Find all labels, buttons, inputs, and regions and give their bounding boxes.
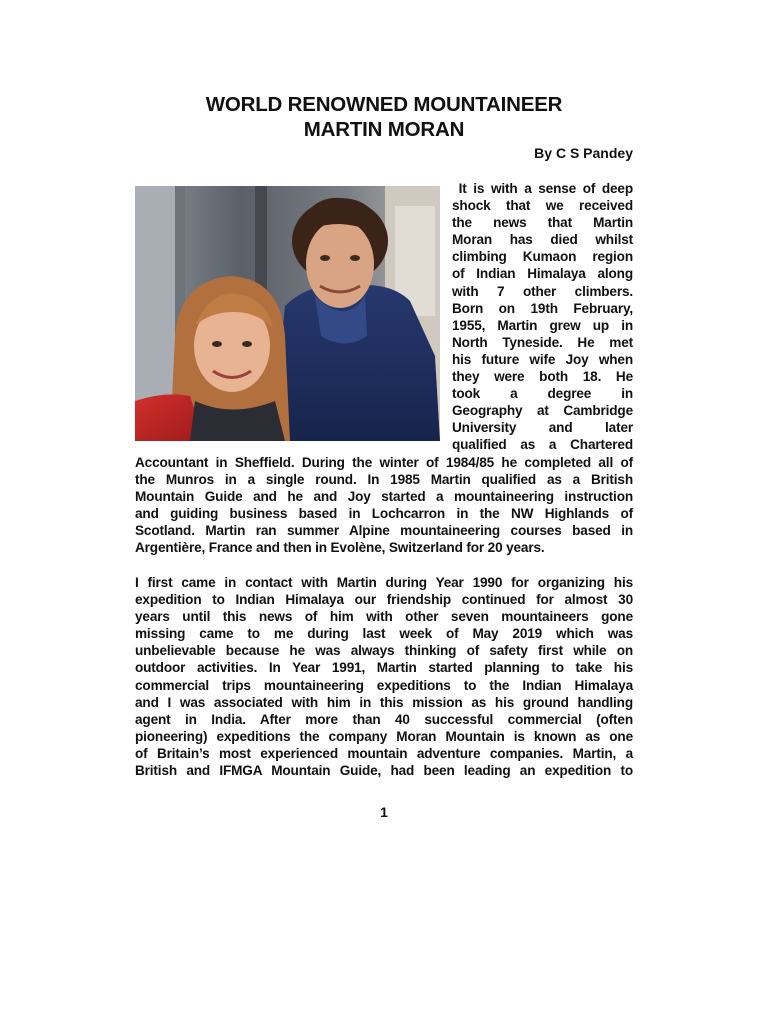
column-line: with 7 other climbers. xyxy=(452,283,633,299)
paragraph-line: I first came in contact with Martin during Year 1990 for organizing his xyxy=(135,575,633,590)
column-line: 1955, Martin grew up in xyxy=(452,317,633,333)
column-line: of Indian Himalaya along xyxy=(452,266,633,282)
paragraph-1 xyxy=(135,454,633,557)
column-line: they were both 18. He xyxy=(452,369,633,385)
column-line: North Tyneside. He met xyxy=(452,334,633,350)
paragraph-line: pioneering) expeditions the company Moran Mountain is known as one xyxy=(135,728,633,744)
title-line-2: MARTIN MORAN xyxy=(303,118,465,141)
paragraph-line: years until this news of him with other seven mountaineers gone xyxy=(135,609,633,625)
couple-photo xyxy=(135,186,440,441)
paragraph-line: unbelievable because he was always thinking of safety first while on xyxy=(135,643,633,659)
intro-column xyxy=(452,180,633,454)
paragraph-line: agent in India. After more than 40 successful commercial (often xyxy=(135,711,633,727)
page-number: 1 xyxy=(380,804,388,820)
column-line: Born on 19th February, xyxy=(452,300,633,316)
column-line: University and later xyxy=(452,420,633,436)
paragraph-2 xyxy=(135,574,633,779)
column-line: Moran has died whilst xyxy=(452,232,633,248)
paragraph-line: of Britain’s most experienced mountain adventure companies. Martin, a xyxy=(135,745,633,761)
paragraph-line: expedition to Indian Himalaya our friendship continued for almost 30 xyxy=(135,592,633,608)
column-line: took a degree in xyxy=(452,386,633,402)
column-line: his future wife Joy when xyxy=(452,351,633,367)
column-line: qualified as a Chartered xyxy=(452,437,633,453)
paragraph-line: Accountant in Sheffield. During the winter of 1984/85 he completed all of xyxy=(135,455,633,470)
column-line: climbing Kumaon region xyxy=(452,249,633,265)
paragraph-line: missing came to me during last week of May 2019 which was xyxy=(135,626,633,642)
paragraph-line: Mountain Guide and he and Joy started a mountaineering instruction xyxy=(135,489,633,505)
paragraph-line: Argentière, France and then in Evolène, Switzerland for 20 years. xyxy=(135,540,545,556)
paragraph-line: commercial trips mountaineering expeditions to the Indian Himalaya xyxy=(135,677,633,693)
column-line: the news that Martin xyxy=(452,215,633,231)
paragraph-line: Scotland. Martin ran summer Alpine mountaineering courses based in xyxy=(135,523,633,539)
column-line: Geography at Cambridge xyxy=(452,403,633,419)
paragraph-line: and I was associated with him in this mission as his ground handling xyxy=(135,694,633,710)
article-title xyxy=(134,92,634,142)
paragraph-line: the Munros in a single round. In 1985 Martin qualified as a British xyxy=(135,472,633,488)
author-byline: By C S Pandey xyxy=(534,145,633,161)
paragraph-line: outdoor activities. In Year 1991, Martin started planning to take his xyxy=(135,660,633,676)
title-line-1: WORLD RENOWNED MOUNTAINEER xyxy=(205,93,563,116)
paragraph-line: British and IFMGA Mountain Guide, had been leading an expedition to xyxy=(135,763,633,779)
column-line: shock that we received xyxy=(452,198,633,214)
column-line: It is with a sense of deep xyxy=(452,181,633,196)
paragraph-line: and guiding business based in Lochcarron in the NW Highlands of xyxy=(135,506,633,522)
